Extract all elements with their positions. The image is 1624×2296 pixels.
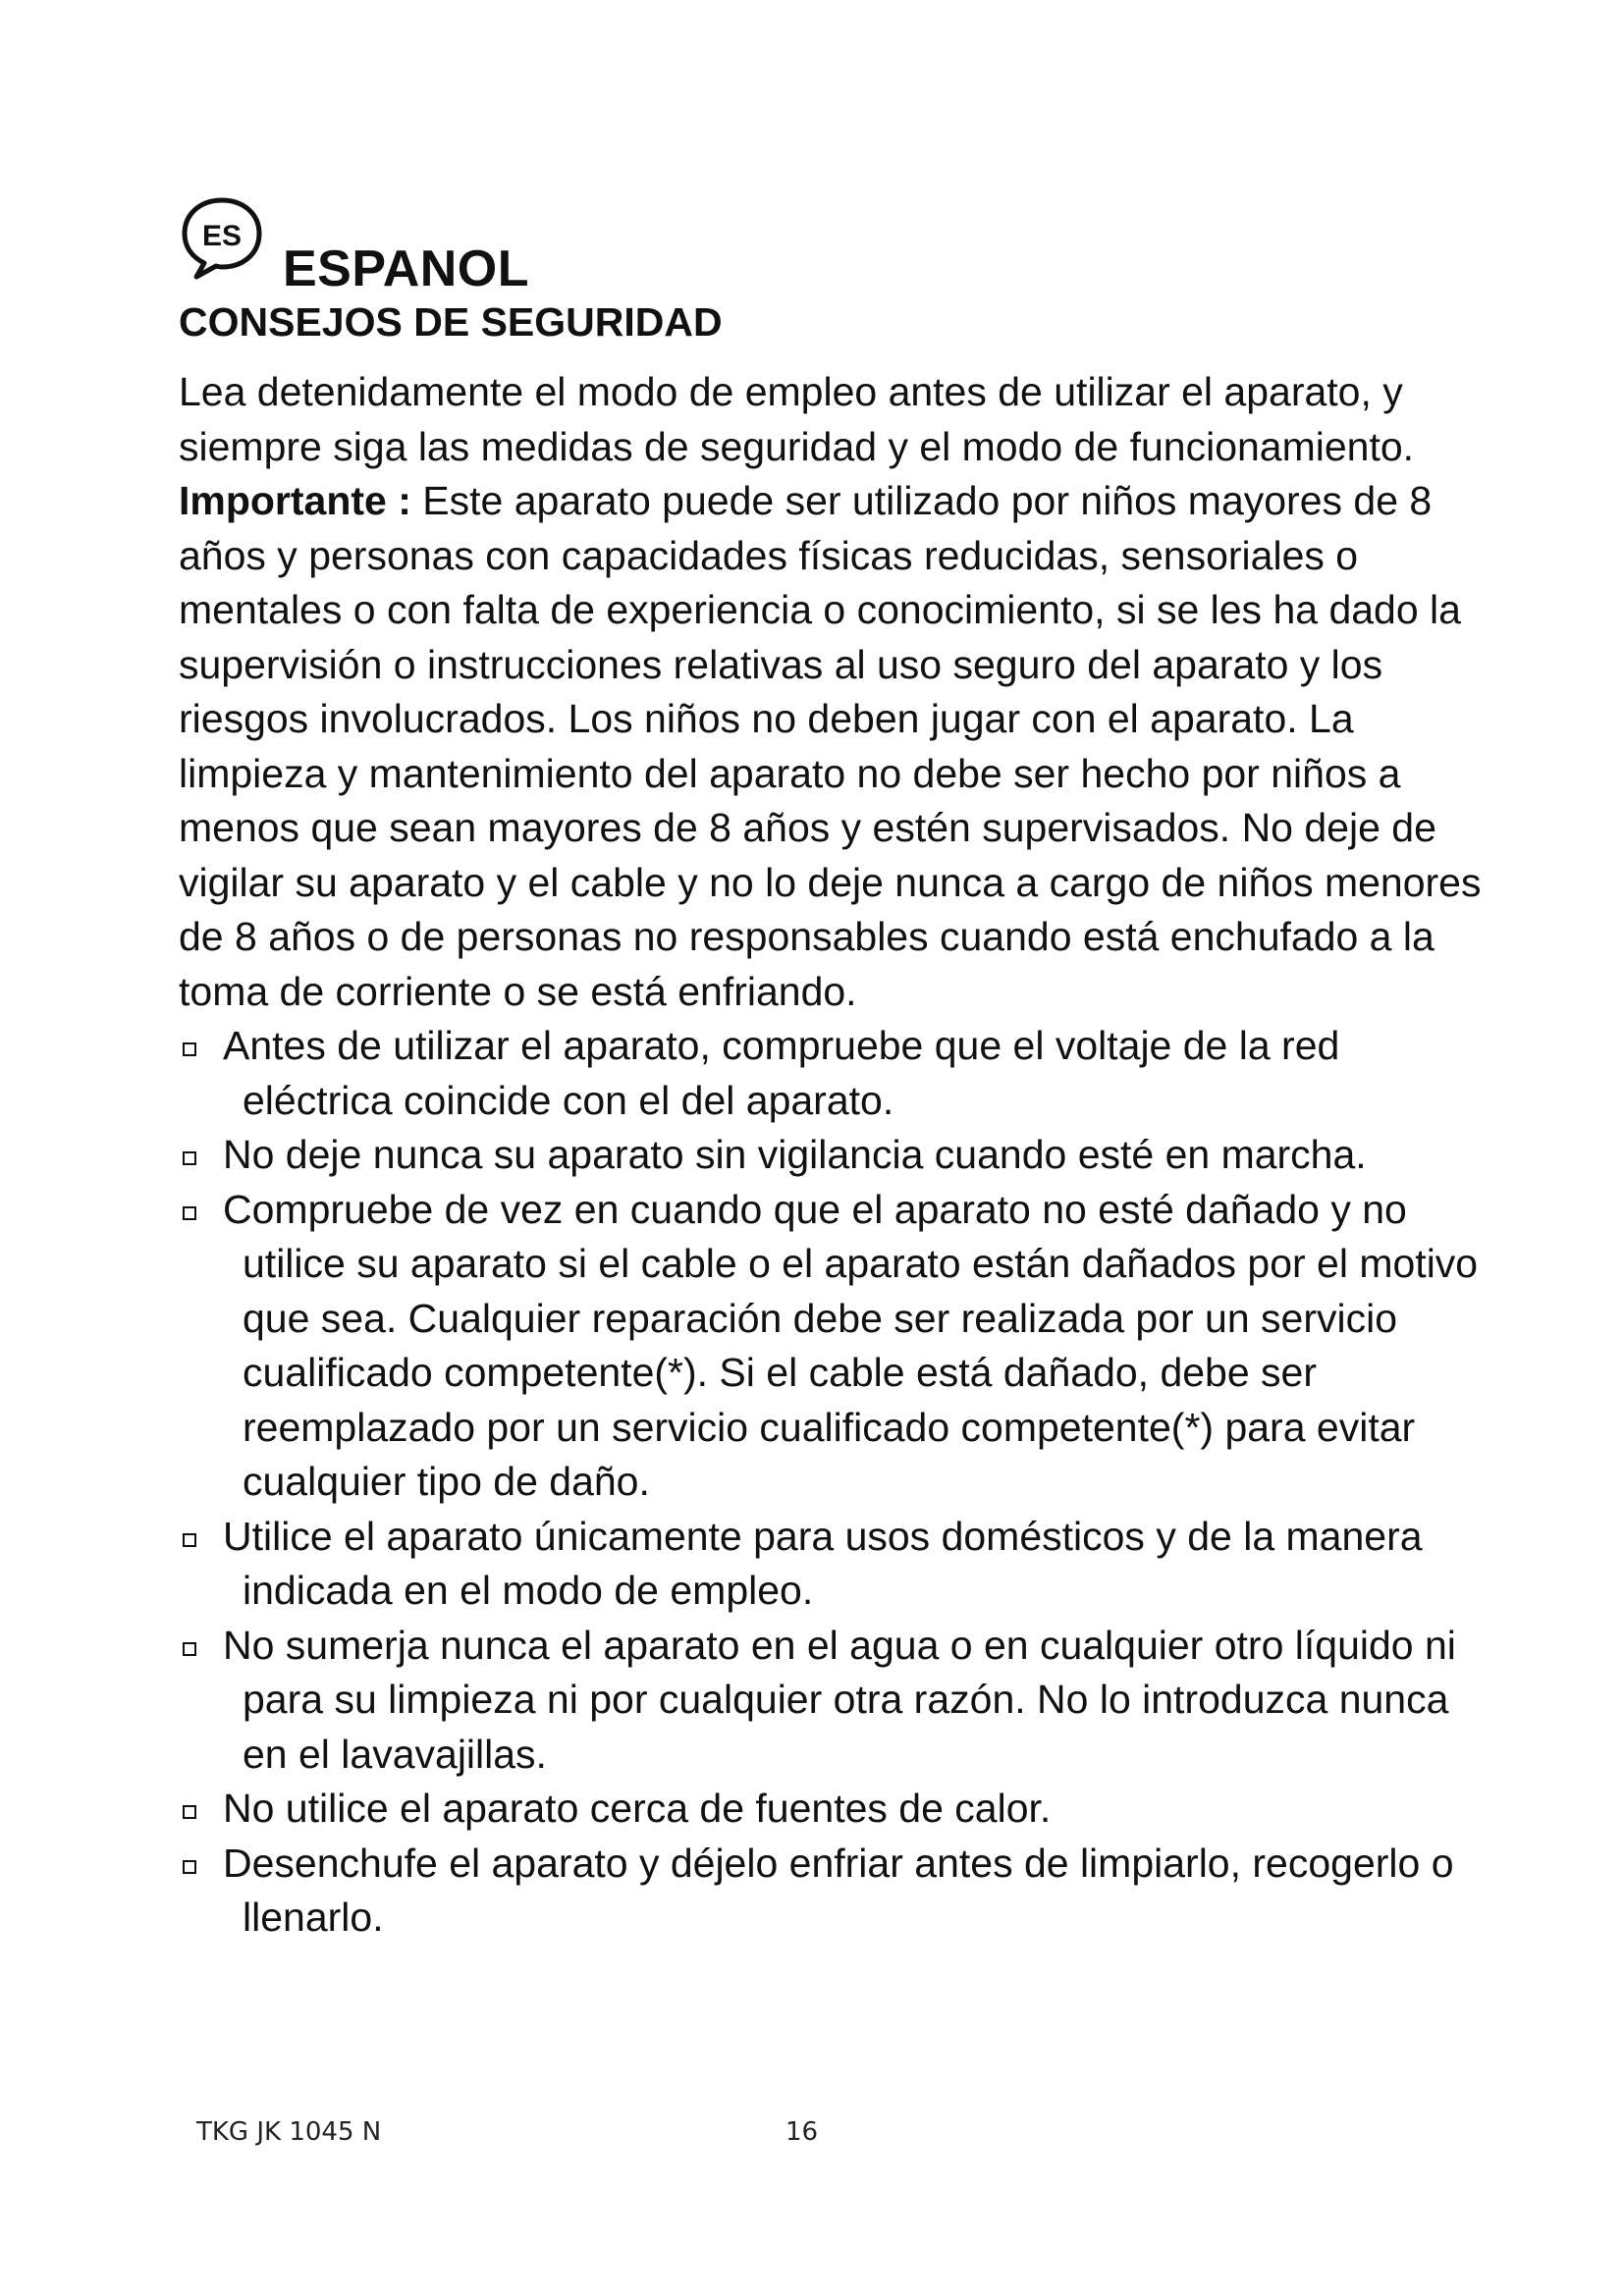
- badge-text: ES: [201, 220, 243, 252]
- list-item: Compruebe de vez en cuando que el aparato no esté dañado y no utilice su aparato si el cable o el aparato están dañados por el motivo que sea. Cualquier reparación debe ser realizada por un servicio cualificado competente(*). Si el cable está dañado, debe ser reemplazado por un servicio cualificado competente(*) para evitar cualquier tipo de daño.: [179, 1183, 1494, 1510]
- list-item: Desenchufe el aparato y déjelo enfriar antes de limpiarlo, recogerlo o llenarlo.: [179, 1837, 1494, 1946]
- section-title: CONSEJOS DE SEGURIDAD: [179, 299, 723, 345]
- list-item: Utilice el aparato únicamente para usos domésticos y de la manera indicada en el modo de empleo.: [179, 1510, 1494, 1619]
- checkbox-bullet-icon: [183, 1042, 196, 1056]
- important-paragraph: [179, 474, 1494, 1019]
- checkbox-bullet-icon: [183, 1860, 196, 1874]
- list-item: No utilice el aparato cerca de fuentes de calor.: [179, 1782, 1494, 1837]
- intro-paragraph: Lea detenidamente el modo de empleo antes de utilizar el aparato, y siempre siga las medidas de seguridad y el modo de funcionamiento.: [179, 369, 1415, 469]
- page-number: 16: [785, 2117, 819, 2147]
- speech-bubble-language-icon: [179, 194, 265, 281]
- checkbox-bullet-icon: [183, 1533, 196, 1547]
- checkbox-bullet-icon: [183, 1642, 196, 1656]
- safety-bullet-list: [179, 1019, 1494, 1946]
- list-item: No sumerja nunca el aparato en el agua o en cualquier otro líquido ni para su limpieza ni por cualquier otra razón. No lo introduzca nunca en el lavavajillas.: [179, 1619, 1494, 1783]
- safety-content: [179, 365, 1494, 1946]
- footer-model: TKG JK 1045 N: [196, 2117, 382, 2147]
- checkbox-bullet-icon: [183, 1805, 196, 1819]
- list-item: No deje nunca su aparato sin vigilancia cuando esté en marcha.: [179, 1128, 1494, 1183]
- important-label: Importante :: [179, 478, 411, 523]
- list-item: Antes de utilizar el aparato, compruebe que el voltaje de la red eléctrica coincide con el del aparato.: [179, 1019, 1494, 1128]
- checkbox-bullet-icon: [183, 1206, 196, 1220]
- checkbox-bullet-icon: [183, 1151, 196, 1165]
- important-text: Este aparato puede ser utilizado por niños mayores de 8 años y personas con capacidades físicas reducidas, sensoriales o mentales o con falta de experiencia o conocimiento, si se les ha dado la supervisión o instrucciones relativas al uso seguro del aparato y los riesgos involucrados. Los niños no deben jugar con el aparato. La limpieza y mantenimiento del aparato no debe ser hecho por niños a menos que sean mayores de 8 años y estén supervisados. No deje de vigilar su aparato y el cable y no lo deje nunca a cargo de niños menores de 8 años o de personas no responsables cuando está enchufado a la toma de corriente o se está enfriando.: [179, 478, 1482, 1014]
- language-title: ESPANOL: [283, 240, 530, 297]
- language-header: [179, 194, 530, 297]
